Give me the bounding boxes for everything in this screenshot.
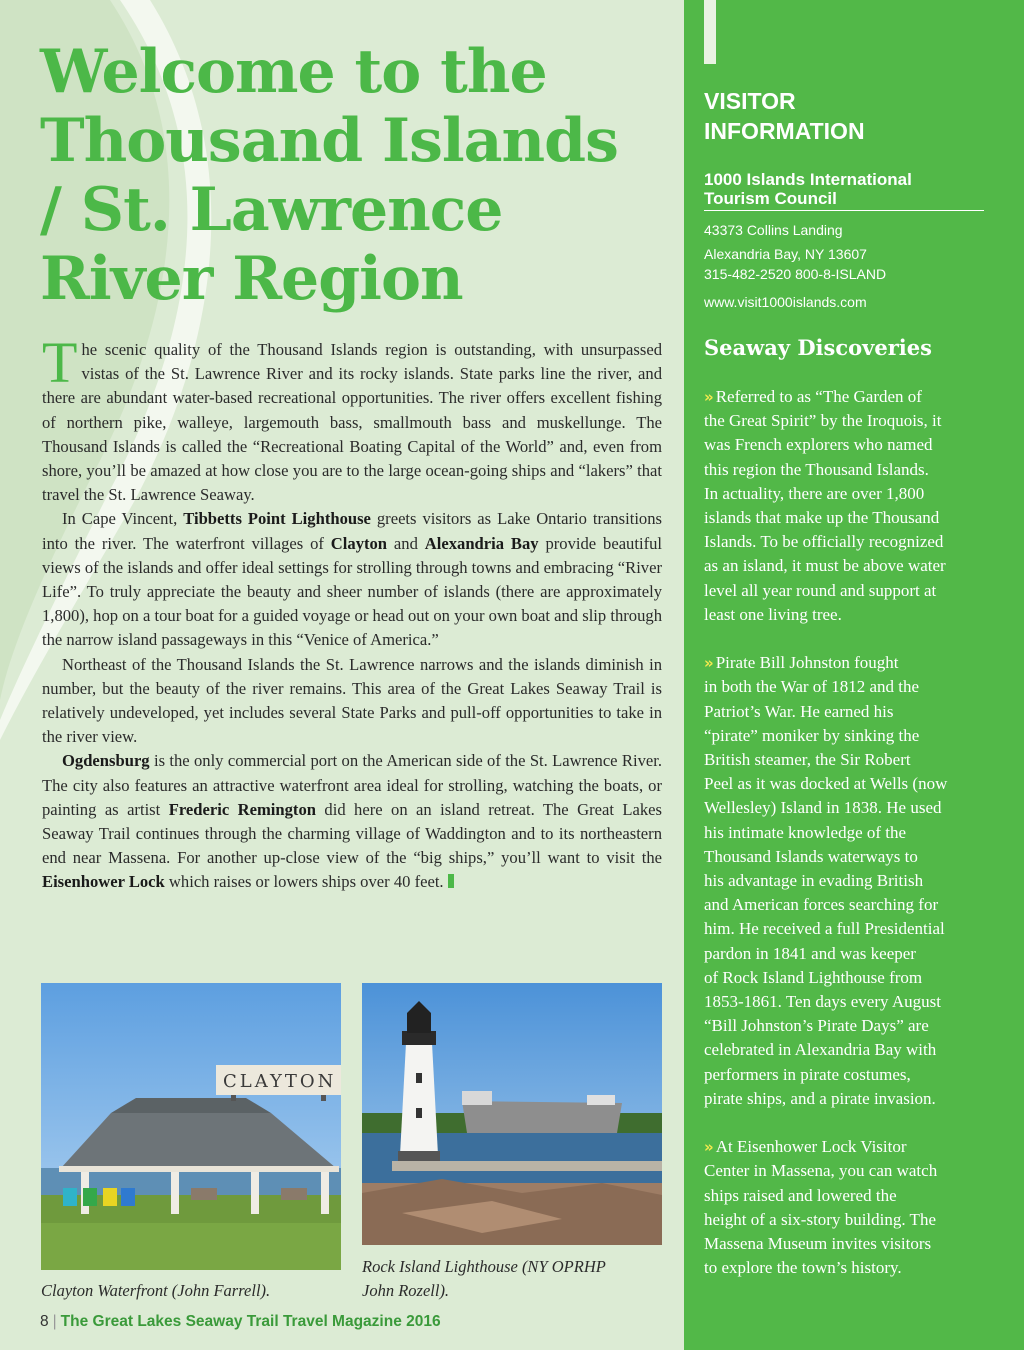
article-body bbox=[42, 330, 663, 895]
drop-cap: T bbox=[42, 330, 78, 395]
page-footer bbox=[40, 1313, 441, 1331]
paragraph-intro: The scenic quality of the Thousand Islands region is outstanding, with unsurpassed vistas of the St. Lawrence River and its rocky islands. State parks line the river, and there are abundant water-based recreational opportunities. The river offers excellent fishing of northern pike, walleye, largemouth bass, smallmouth bass and muskellunge. The Thousand Islands is called the “Recreational Boating Capital of the World” and, even from shore, you’ll be amazed at how close you are to the large ocean-going ships and “lakers” that travel the St. Lawrence Seaway. bbox=[42, 330, 662, 505]
clayton-sign-text: CLAYTON bbox=[223, 1071, 337, 1092]
photo-rock-island-lighthouse bbox=[362, 983, 662, 1245]
address-line-1: 43373 Collins Landing bbox=[704, 222, 843, 238]
place-clayton: Clayton bbox=[330, 533, 388, 553]
visitor-info-sidebar bbox=[684, 0, 1024, 1350]
visitor-info-heading: VISITOR INFORMATION bbox=[704, 88, 865, 144]
page-title: Welcome to the Thousand Islands / St. Lawrence River Region bbox=[40, 37, 618, 314]
chevron-right-icon: » bbox=[704, 654, 711, 673]
discovery-item: » At Eisenhower Lock Visitor Center in Massena, you can watch ships raised and lowered the height of a six-story building. The Massena Museum invites visitors to explore the town’s history. bbox=[704, 1137, 938, 1278]
phone-numbers: 315-482-2520 800-8-ISLAND bbox=[704, 266, 887, 282]
place-ogdensburg: Ogdensburg bbox=[62, 751, 150, 771]
end-mark-icon bbox=[448, 874, 454, 888]
caption-lighthouse: Rock Island Lighthouse (NY OPRHP John Rozell). bbox=[362, 1257, 606, 1300]
discovery-item: » Pirate Bill Johnston fought in both the War of 1812 and the Patriot’s War. He earned his “pirate” moniker by sinking the British steamer, the Sir Robert Peel as it was docked at Wells (now Wellesley) Island in 1838. He used his intimate knowledge of the Thousand Islands waterways to his advantage in evading British and American forces searching for him. He received a full Presidential pardon in 1841 and was keeper of Rock Island Lighthouse from 1853-1861. Ten days every August “Bill Johnston’s Pirate Days” are celebrated in Alexandria Bay with performers in pirate costumes, pirate ships, and a pirate invasion. bbox=[704, 653, 948, 1108]
paragraph-cape-vincent: In Cape Vincent, Tibbetts Point Lighthouse greets visitors as Lake Ontario transitions into the river. The waterfront villages of Clayton and Alexandria Bay provide beautiful views of the islands and offer ideal settings for strolling through towns and embracing “River Life”. To truly appreciate the beauty and sheer number of islands (there are approximately 1,800), hop on a tour boat for a guided voyage or head out on your own boat and slip through the narrow island passageways in this “Venice of America.” bbox=[42, 509, 663, 650]
tourism-council-name: 1000 Islands International Tourism Council bbox=[704, 170, 984, 211]
paragraph-ogdensburg: Ogdensburg is the only commercial port on the American side of the St. Lawrence River. The city also features an attractive waterfront area ideal for strolling, watching the boats, or painting as artist Frederic Remington did here on an island retreat. The Great Lakes Seaway Trail continues through the charming village of Waddington and to its northeastern end near Massena. For another up-close view of the “big ships,” you’ll want to visit the Eisenhower Lock which raises or lowers ships over 40 feet. bbox=[42, 751, 662, 892]
person-remington: Frederic Remington bbox=[168, 799, 316, 819]
footer-separator: | bbox=[52, 1313, 57, 1330]
place-tibbetts: Tibbetts Point Lighthouse bbox=[183, 509, 371, 529]
chevron-right-icon: » bbox=[704, 388, 711, 406]
address-line-2: Alexandria Bay, NY 13607 bbox=[704, 246, 867, 262]
seaway-discoveries-heading: Seaway Discoveries bbox=[704, 335, 932, 360]
photo-clayton-waterfront bbox=[41, 983, 341, 1270]
paragraph-northeast: Northeast of the Thousand Islands the St. Lawrence narrows and the islands diminish in number, but the beauty of the river remains. This area of the Great Lakes Seaway Trail is relatively undeveloped, yet includes several State Parks and pull-off opportunities to take in the river view. bbox=[42, 654, 662, 747]
page-number: 8 bbox=[40, 1313, 49, 1330]
chevron-right-icon: » bbox=[704, 1138, 711, 1157]
publication-title: The Great Lakes Seaway Trail Travel Magazine 2016 bbox=[60, 1313, 441, 1330]
website-link[interactable]: www.visit1000islands.com bbox=[704, 294, 867, 310]
place-eisenhower-lock: Eisenhower Lock bbox=[42, 872, 165, 892]
discovery-item: » Referred to as “The Garden of the Great Spirit” by the Iroquois, it was French explorers who named this region the Thousand Islands. In actuality, there are over 1,800 islands that make up the Thousand Islands. To be officially recognized as an island, it must be above water level all year round and support at least one living tree. bbox=[704, 387, 946, 624]
caption-clayton: Clayton Waterfront (John Farrell). bbox=[41, 1281, 271, 1300]
place-alexandria-bay: Alexandria Bay bbox=[424, 533, 539, 553]
tab-marker bbox=[704, 0, 716, 64]
discoveries-list bbox=[704, 385, 994, 1305]
